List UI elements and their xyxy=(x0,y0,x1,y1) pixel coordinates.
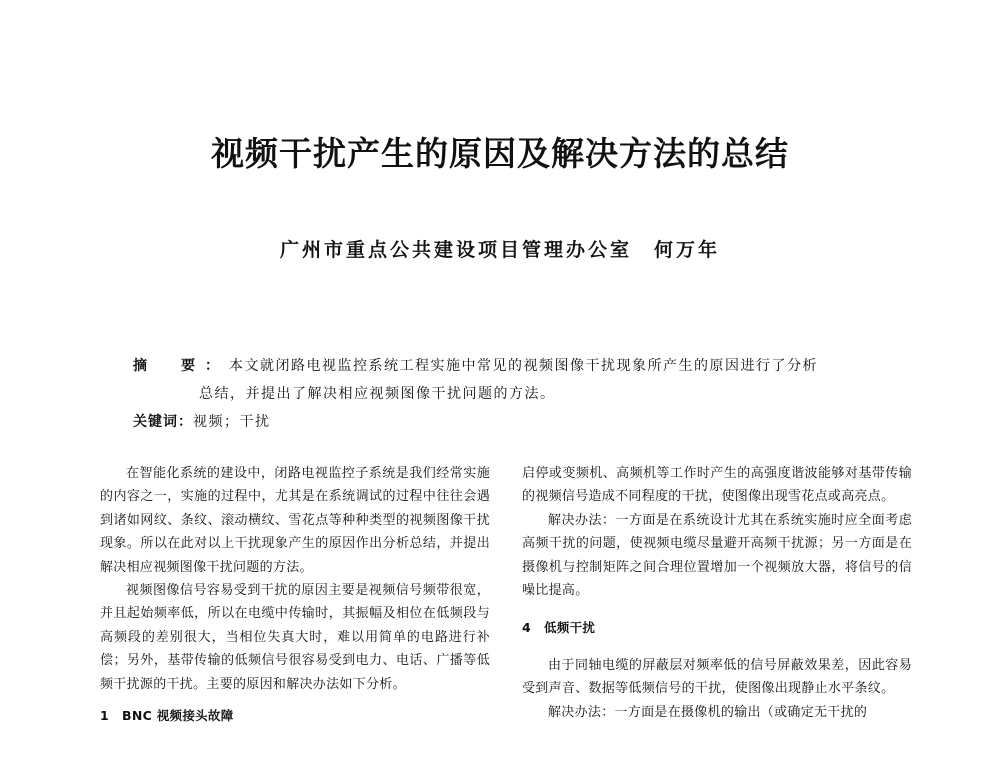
author-line xyxy=(0,235,1000,262)
body-paragraph: 由于同轴电缆的屏蔽层对频率低的信号屏蔽效果差，因此容易受到声音、数据等低频信号的干扰，使图像出现静止水平条纹。 xyxy=(522,657,912,697)
right-column xyxy=(522,462,912,724)
section-number: 1 xyxy=(100,708,109,724)
body-paragraph: 启停或变频机、高频机等工作时产生的高强度谐波能够对基带传输的视频信号造成不同程度的干扰，使图像出现雪花点或高亮点。 xyxy=(522,466,912,505)
body-paragraph: 解决办法：一方面是在系统设计尤其在系统实施时应全面考虑高频干扰的问题，使视频电缆尽量避开高频干扰源；另一方面是在摄像机与控制矩阵之间合理位置增加一个视频放大器，将信号的信噪比提高。 xyxy=(522,512,912,599)
keywords-text: 视频；干扰 xyxy=(193,414,271,430)
keywords-row xyxy=(133,408,893,436)
section-title: 低频干扰 xyxy=(544,620,596,636)
section-heading xyxy=(100,704,490,727)
abstract-block xyxy=(133,352,893,436)
abstract-label: 摘 要： xyxy=(133,358,229,374)
section-title: BNC 视频接头故障 xyxy=(122,708,234,724)
keywords-label: 关键词： xyxy=(133,414,193,430)
paper-title: 视频干扰产生的原因及解决方法的总结 xyxy=(211,134,789,173)
abstract-text-line2: 总结，并提出了解决相应视频图像干扰问题的方法。 xyxy=(199,386,556,402)
section-heading xyxy=(522,616,912,639)
abstract-text-line1: 本文就闭路电视监控系统工程实施中常见的视频图像干扰现象所产生的原因进行了分析 xyxy=(229,358,818,374)
left-column xyxy=(100,462,490,735)
body-paragraph: 视频图像信号容易受到干扰的原因主要是视频信号频带很宽，并且起始频率低，所以在电缆中传输时，其振幅及相位在低频段与高频段的差别很大，当相位失真大时，难以用简单的电路进行补偿；另外，基带传输的低频信号很容易受到电力、电话、广播等低频干扰源的干扰。主要的原因和解决办法如下分析。 xyxy=(100,583,490,692)
section-number: 4 xyxy=(522,620,531,636)
author-name: 何万年 xyxy=(654,239,721,261)
abstract-row xyxy=(133,352,893,380)
author-affiliation: 广州市重点公共建设项目管理办公室 xyxy=(279,239,632,261)
body-paragraph: 解决办法：一方面是在摄像机的输出（或确定无干扰的 xyxy=(548,704,868,720)
body-paragraph: 在智能化系统的建设中，闭路电视监控子系统是我们经常实施的内容之一，实施的过程中，尤其是在系统调试的过程中往往会遇到诸如网纹、条纹、滚动横纹、雪花点等种种类型的视频图像干扰现象。所以在此对以上干扰现象产生的原因作出分析总结，并提出解决相应视频图像干扰问题的方法。 xyxy=(100,466,490,575)
